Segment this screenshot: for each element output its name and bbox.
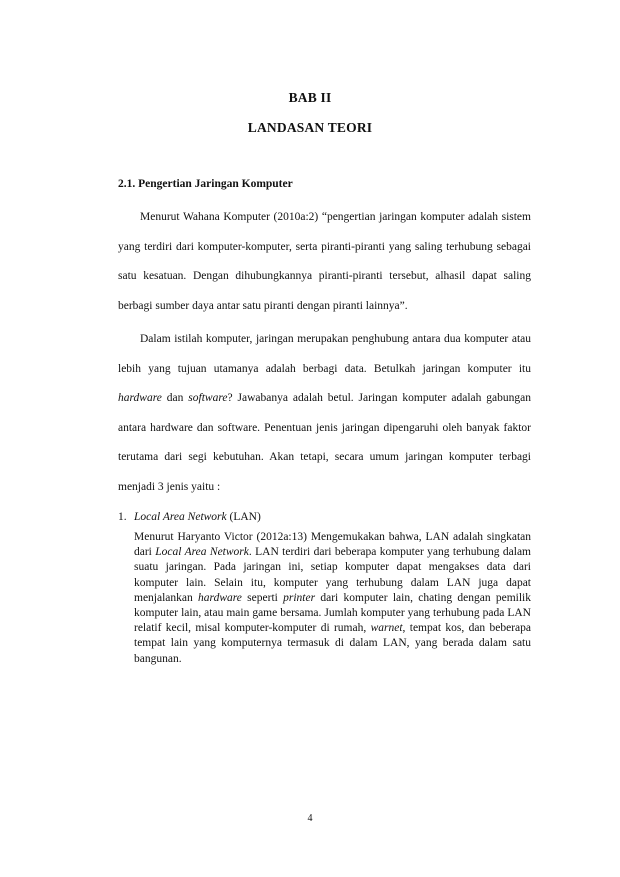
paragraph-definition: Menurut Wahana Komputer (2010a:2) “pengertian jaringan komputer adalah sistem yang terdiri dari komputer-komputer, serta piranti-piranti yang saling terhubung sebagai satu kesatuan. Dengan dihubungkannya piranti-piranti tersebut, alhasil dapat saling berbagi sumber daya antar satu piranti dengan piranti lainnya”.: [118, 211, 531, 312]
emphasis-local-area-network: Local Area Network: [155, 546, 249, 559]
chapter-number: BAB II: [288, 90, 332, 105]
list-number: 1.: [118, 511, 127, 523]
text-run: , tempat kos, dan beberapa tempat lain yang komputernya termasuk di dalam LAN, yang berada dalam satu bangunan.: [134, 622, 532, 665]
list-title-emphasis: Local Area Network: [134, 511, 227, 523]
chapter-title: LANDASAN TEORI: [247, 120, 373, 135]
text-run: seperti: [241, 591, 284, 604]
text-run: . LAN terdiri dari beberapa komputer yang terhubung dalam suatu jaringan. Pada jaringan ini, setiap komputer dapat mengakses data dari komputer lain. Selain itu, komputer yang terhubung dalam LAN juga dapat menjalankan: [134, 546, 531, 604]
list-item-lan-title: [118, 511, 261, 523]
text-run: Menurut Haryanto Victor (2012a:13) Mengemukakan bahwa, LAN adalah singkatan dari: [134, 531, 531, 559]
list-item-lan-body: [134, 530, 531, 667]
list-title-suffix: (LAN): [226, 511, 261, 523]
emphasis-hardware: hardware: [198, 591, 242, 604]
text-run: dan: [161, 392, 189, 404]
text-run: Dalam istilah komputer, jaringan merupakan penghubung antara dua komputer atau lebih yang tujuan utamanya adalah berbagi data. Betulkah jaringan komputer itu: [118, 333, 531, 375]
section-heading: 2.1. Pengertian Jaringan Komputer: [118, 178, 293, 190]
text-run: ? Jawabanya adalah betul. Jaringan komputer adalah gabungan antara hardware dan software. Penentuan jenis jaringan dipengaruhi oleh banyak faktor terutama dari segi kebutuhan. Akan tetapi, secara umum jaringan komputer terbagi menjadi 3 jenis yaitu :: [118, 392, 531, 493]
emphasis-warnet: warnet: [370, 622, 403, 635]
paragraph-network-types: [118, 325, 531, 502]
page-number: 4: [307, 813, 313, 824]
emphasis-hardware: hardware: [118, 392, 162, 404]
emphasis-software: software: [188, 392, 228, 404]
text-run: dari komputer lain, chating dengan pemilik komputer lain, atau main game bersama. Jumlah komputer yang terhubung pada LAN relatif kecil, misal komputer-komputer di rumah,: [134, 591, 531, 635]
emphasis-printer: printer: [283, 591, 316, 604]
